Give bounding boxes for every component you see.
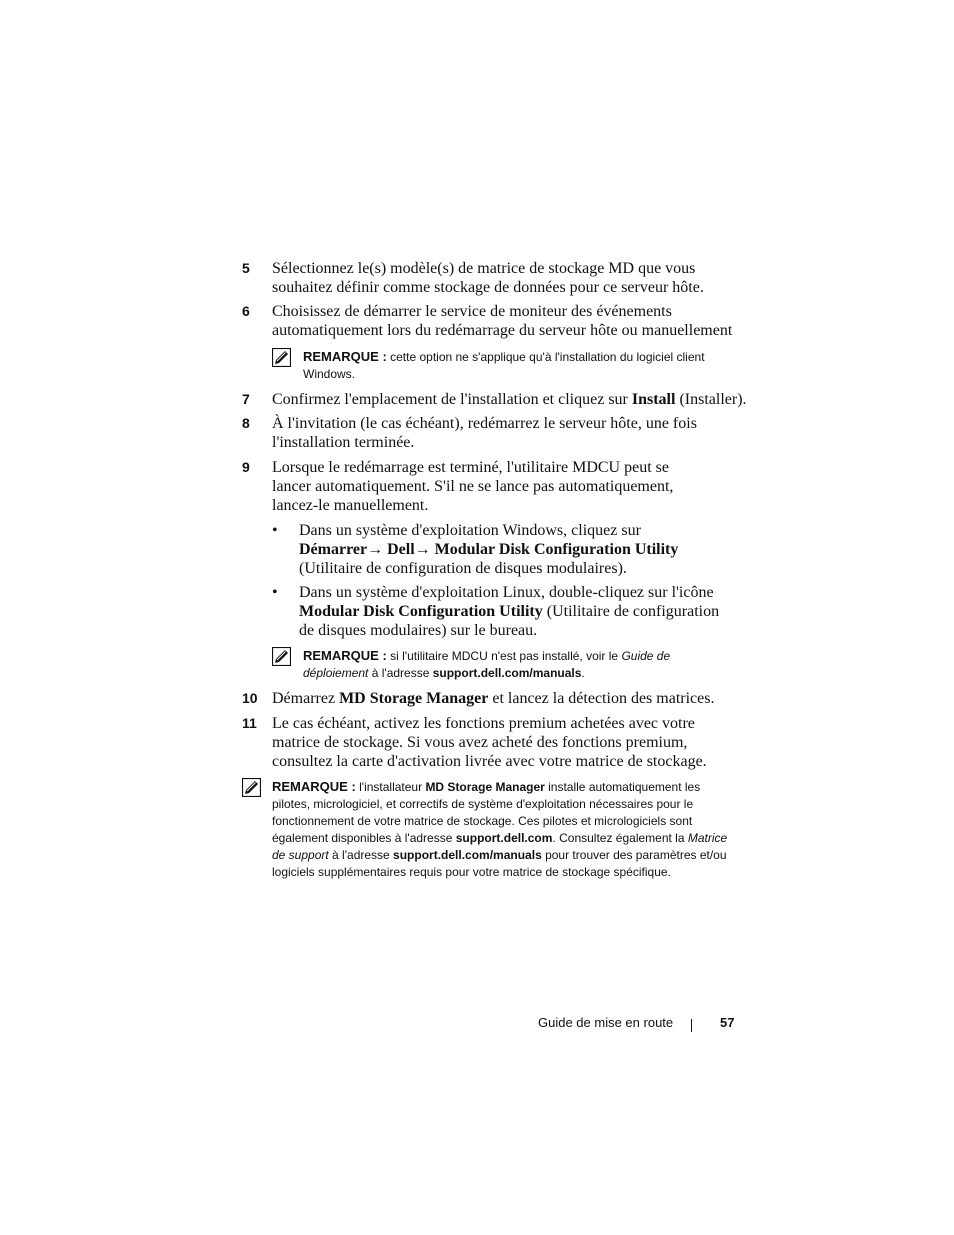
step-text: Choisissez de démarrer le service de moniteur des événements automatiquement lors du redémarrage du serveur hôte ou manuellement xyxy=(272,303,733,339)
step-9 xyxy=(242,458,742,515)
manuals-url: support.dell.com/manuals xyxy=(393,848,542,862)
step-number: 7 xyxy=(242,391,250,407)
bullet-text-pre: Dans un système d'exploitation Windows, cliquez sur xyxy=(299,522,641,539)
note-text: . Consultez également la xyxy=(552,831,688,845)
step-text: Lorsque le redémarrage est terminé, l'utilitaire MDCU peut se lancer automatiquement. S'il ne se lance pas automatiquement, lancez-le manuellement. xyxy=(272,459,674,514)
bullet-linux xyxy=(272,583,732,640)
step-11 xyxy=(242,714,742,771)
manuals-url: support.dell.com/manuals xyxy=(432,666,582,680)
note-text: à l'adresse xyxy=(328,848,394,862)
menu-path-start: Démarrer→ xyxy=(299,541,384,558)
step-text: Le cas échéant, activez les fonctions premium achetées avec votre matrice de stockage. Si vous avez acheté des fonctions premium, consultez la carte d'activation livrée avec votre matrice de stockage. xyxy=(272,715,707,770)
note-body xyxy=(272,778,737,881)
note-label: REMARQUE : xyxy=(303,648,387,663)
bullet-dot: • xyxy=(272,522,278,539)
note-body xyxy=(303,348,742,383)
bullet-windows xyxy=(272,521,732,578)
note-body xyxy=(303,647,712,682)
step-text: Sélectionnez le(s) modèle(s) de matrice de stockage MD que vous souhaitez définir comme stockage de données pour ce serveur hôte. xyxy=(272,260,704,296)
bullet-text xyxy=(299,583,734,640)
step-text-post: et lancez la détection des matrices. xyxy=(488,690,715,707)
note-text: cette option ne s'applique qu'à l'installation du logiciel client Windows. xyxy=(303,350,705,381)
note-pencil-icon xyxy=(272,647,291,666)
note-label: REMARQUE : xyxy=(272,779,356,794)
note-pencil-icon xyxy=(272,348,291,367)
md-storage-manager: MD Storage Manager xyxy=(425,780,545,794)
install-label: Install xyxy=(631,391,676,408)
page-number: 57 xyxy=(720,1015,735,1030)
note-pencil-icon xyxy=(242,778,261,797)
mdcu-name: Modular Disk Configuration Utility xyxy=(299,603,543,620)
note-text: l'installateur xyxy=(355,780,426,794)
bullet-text xyxy=(299,521,724,578)
step-text-pre: Confirmez l'emplacement de l'installation et cliquez sur xyxy=(272,391,632,408)
step-10 xyxy=(242,689,742,708)
menu-path-dell: Dell→ Modular Disk Configuration Utility xyxy=(387,541,679,558)
step-5 xyxy=(242,259,742,297)
step-text xyxy=(272,390,752,409)
step-text: À l'invitation (le cas échéant), redémarrez le serveur hôte, une fois l'installation terminée. xyxy=(272,415,697,451)
step-text-pre: Démarrez xyxy=(272,690,340,707)
note-text: installe automatiquement les pilotes, micrologiciel, et correctifs de système d'exploitation nécessaires pour le fonctionnement de votre matrice de stockage. Ces pilotes et micrologiciels sont également disponibles à l'adresse xyxy=(272,780,701,845)
note-text-mid: à l'adresse xyxy=(368,666,433,680)
step-number: 9 xyxy=(242,459,250,475)
footer-title: Guide de mise en route xyxy=(538,1015,674,1030)
note-label: REMARQUE : xyxy=(303,349,387,364)
bullet-dot: • xyxy=(272,584,278,601)
note-1 xyxy=(272,348,742,383)
note-3 xyxy=(242,778,737,881)
step-text xyxy=(272,689,742,708)
step-number: 5 xyxy=(242,260,250,276)
note-text-pre: si l'utilitaire MDCU n'est pas installé, voir le xyxy=(386,649,622,663)
bullet-text-post: (Utilitaire de configuration de disques modulaires). xyxy=(299,560,627,577)
step-7 xyxy=(242,390,747,409)
support-matrix-title: Matrice de support xyxy=(272,831,728,862)
guide-title: Guide de déploiement xyxy=(303,649,671,680)
step-8 xyxy=(242,414,742,452)
step-number: 6 xyxy=(242,303,250,319)
step-6 xyxy=(242,302,742,340)
md-storage-manager: MD Storage Manager xyxy=(339,690,489,707)
bullet-text-pre: Dans un système d'exploitation Linux, double-cliquez sur l'icône xyxy=(299,584,714,601)
note-text: pour trouver des paramètres et/ou logiciels supplémentaires requis pour votre matrice de stockage spécifique. xyxy=(272,848,727,879)
step-number: 8 xyxy=(242,415,250,431)
note-2 xyxy=(272,647,712,682)
support-url: support.dell.com xyxy=(455,831,553,845)
note-text-post: . xyxy=(581,666,585,680)
step-number: 10 xyxy=(242,690,258,706)
footer-separator xyxy=(691,1019,692,1032)
step-number: 11 xyxy=(242,715,257,731)
bullet-text-post: (Utilitaire de configuration de disques modulaires) sur le bureau. xyxy=(299,603,720,639)
step-text-post: (Installer). xyxy=(675,391,747,408)
